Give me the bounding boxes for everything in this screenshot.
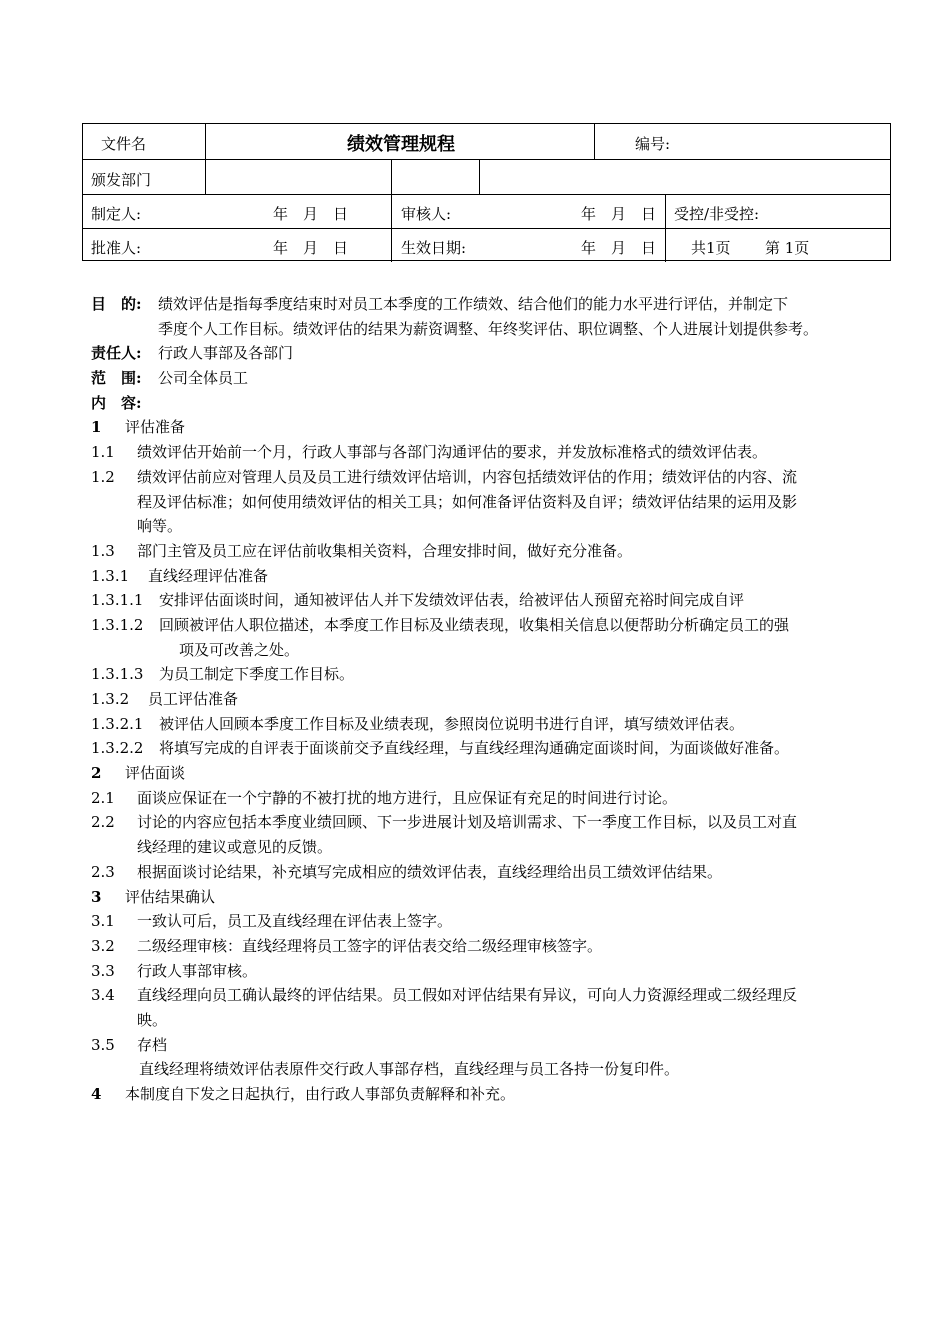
- item-text: 被评估人回顾本季度工作目标及业绩表现，参照岗位说明书进行自评，填写绩效评估表。: [159, 714, 745, 733]
- item-text: 存档: [137, 1035, 168, 1054]
- table-rule: [83, 194, 890, 195]
- controlled-label: 受控/非受控:: [674, 205, 760, 223]
- item-number: 3: [91, 887, 102, 906]
- item-text: 为员工制定下季度工作目标。: [159, 665, 355, 684]
- list-item: [91, 613, 881, 638]
- item-text: 评估结果确认: [125, 887, 216, 906]
- item-text: 二级经理审核：直线经理将员工签字的评估表交给二级经理审核签字。: [137, 936, 603, 955]
- list-item: [91, 786, 881, 811]
- item-number: 3.5: [91, 1035, 115, 1054]
- list-item: [91, 934, 881, 959]
- item-text: 讨论的内容应包括本季度业绩回顾、下一步进展计划及培训需求、下一季度工作目标，以及员工对直: [137, 813, 798, 832]
- table-rule: [479, 159, 480, 194]
- item-text: 评估准备: [125, 418, 186, 437]
- approver-date: 年 月 日: [273, 239, 349, 257]
- item-number: 2.3: [91, 862, 115, 881]
- drafter-label: 制定人:: [91, 205, 142, 223]
- item-text: 响等。: [137, 517, 183, 536]
- list-item: [91, 687, 881, 712]
- table-rule: [83, 228, 890, 229]
- list-item: [91, 465, 881, 490]
- list-item: [91, 662, 881, 687]
- item-text: 线经理的建议或意见的反馈。: [137, 838, 333, 857]
- item-number: 1.3.1.2: [91, 615, 144, 634]
- document-body: [91, 292, 881, 1107]
- item-text: 直线经理向员工确认最终的评估结果。员工假如对评估结果有异议，可向人力资源经理或二级经理反: [137, 986, 798, 1005]
- list-item-continuation: [91, 1008, 881, 1033]
- item-number: 2: [91, 764, 102, 783]
- table-rule: [391, 159, 392, 262]
- item-number: 3.3: [91, 961, 115, 980]
- item-text: 绩效评估前应对管理人员及员工进行绩效评估培训，内容包括绩效评估的作用；绩效评估的内容、流: [137, 467, 798, 486]
- list-item-continuation: [91, 638, 881, 663]
- effective-date: 年 月 日: [581, 239, 657, 257]
- list-item: [91, 440, 881, 465]
- document-header-table: [82, 123, 891, 261]
- list-item: [91, 539, 881, 564]
- list-item-continuation: [91, 1057, 881, 1082]
- purpose-line: [91, 317, 881, 342]
- list-item: [91, 736, 881, 761]
- purpose-label: 目 的:: [91, 295, 142, 313]
- item-number: 1.2: [91, 467, 115, 486]
- content-label: 内 容:: [91, 393, 142, 412]
- reviewer-date: 年 月 日: [581, 205, 657, 223]
- scope-label: 范 围:: [91, 369, 142, 388]
- scope-line: [91, 366, 881, 391]
- item-number: 1.3: [91, 541, 115, 560]
- item-text: 程及评估标准；如何使用绩效评估的相关工具；如何准备评估资料及自评；绩效评估结果的运用及影: [137, 492, 798, 511]
- item-number: 3.2: [91, 936, 115, 955]
- item-text: 将填写完成的自评表于面谈前交予直线经理，与直线经理沟通确定面谈时间，为面谈做好准备。: [159, 739, 790, 758]
- item-number: 1.3.2.2: [91, 739, 144, 758]
- doc-title: 绩效管理规程: [347, 134, 455, 155]
- approver-label: 批准人:: [91, 239, 142, 257]
- item-text: 部门主管及员工应在评估前收集相关资料，合理安排时间，做好充分准备。: [137, 541, 633, 560]
- scope-text: 公司全体员工: [158, 369, 249, 388]
- list-item: [91, 860, 881, 885]
- list-item: [91, 885, 881, 910]
- list-item: [91, 810, 881, 835]
- list-item: [91, 1082, 881, 1107]
- owner-text: 行政人事部及各部门: [158, 344, 294, 363]
- item-number: 1.3.2.1: [91, 714, 144, 733]
- purpose-text: 季度个人工作目标。绩效评估的结果为薪资调整、年终奖评估、职位调整、个人进展计划提供参考。: [158, 319, 819, 338]
- item-text: 映。: [137, 1010, 168, 1029]
- item-number: 1.3.1.3: [91, 665, 144, 684]
- table-rule: [665, 194, 666, 262]
- item-text: 绩效评估开始前一个月，行政人事部与各部门沟通评估的要求，并发放标准格式的绩效评估表。: [137, 443, 768, 462]
- item-text: 面谈应保证在一个宁静的不被打扰的地方进行，且应保证有充足的时间进行讨论。: [137, 788, 678, 807]
- item-number: 1.1: [91, 443, 115, 462]
- list-item: [91, 1033, 881, 1058]
- list-item: [91, 909, 881, 934]
- effective-label: 生效日期:: [401, 239, 467, 257]
- item-number: 1.3.1.1: [91, 591, 144, 610]
- item-number: 3.1: [91, 912, 115, 931]
- item-text: 回顾被评估人职位描述，本季度工作目标及业绩表现，收集相关信息以便帮助分析确定员工的强: [159, 615, 790, 634]
- list-item-continuation: [91, 490, 881, 515]
- code-label: 编号:: [635, 135, 671, 153]
- item-text: 安排评估面谈时间，通知被评估人并下发绩效评估表，给被评估人预留充裕时间完成自评: [159, 591, 745, 610]
- doc-name-label: 文件名: [101, 135, 147, 153]
- item-text: 行政人事部审核。: [137, 961, 258, 980]
- owner-label: 责任人:: [91, 344, 142, 363]
- list-item-continuation: [91, 514, 881, 539]
- page-current: 第 1页: [765, 239, 810, 257]
- list-item: [91, 959, 881, 984]
- item-text: 直线经理评估准备: [148, 566, 269, 585]
- table-rule: [205, 124, 206, 194]
- item-number: 3.4: [91, 986, 115, 1005]
- page-total: 共1页: [691, 239, 731, 257]
- item-text: 一致认可后，员工及直线经理在评估表上签字。: [137, 912, 453, 931]
- item-number: 2.2: [91, 813, 115, 832]
- list-item: [91, 564, 881, 589]
- item-text: 评估面谈: [125, 764, 186, 783]
- list-item: [91, 712, 881, 737]
- list-item: [91, 415, 881, 440]
- item-number: 1: [91, 418, 102, 437]
- list-item: [91, 588, 881, 613]
- content-line: [91, 391, 881, 416]
- item-text: 本制度自下发之日起执行，由行政人事部负责解释和补充。: [125, 1085, 516, 1103]
- owner-line: [91, 341, 881, 366]
- item-text: 根据面谈讨论结果，补充填写完成相应的绩效评估表，直线经理给出员工绩效评估结果。: [137, 862, 723, 881]
- item-number: 2.1: [91, 788, 115, 807]
- item-text: 员工评估准备: [148, 690, 239, 708]
- item-number: 4: [91, 1085, 102, 1103]
- list-item-continuation: [91, 835, 881, 860]
- list-item: [91, 983, 881, 1008]
- dept-label: 颁发部门: [91, 171, 152, 189]
- item-text: 直线经理将绩效评估表原件交行政人事部存档，直线经理与员工各持一份复印件。: [139, 1060, 680, 1079]
- item-number: 1.3.2: [91, 690, 130, 708]
- list-item: [91, 761, 881, 786]
- drafter-date: 年 月 日: [273, 205, 349, 223]
- item-text: 项及可改善之处。: [179, 640, 300, 659]
- purpose-line: [91, 292, 881, 317]
- purpose-text: 绩效评估是指每季度结束时对员工本季度的工作绩效、结合他们的能力水平进行评估，并制定下: [158, 295, 789, 313]
- reviewer-label: 审核人:: [401, 205, 452, 223]
- item-number: 1.3.1: [91, 566, 130, 585]
